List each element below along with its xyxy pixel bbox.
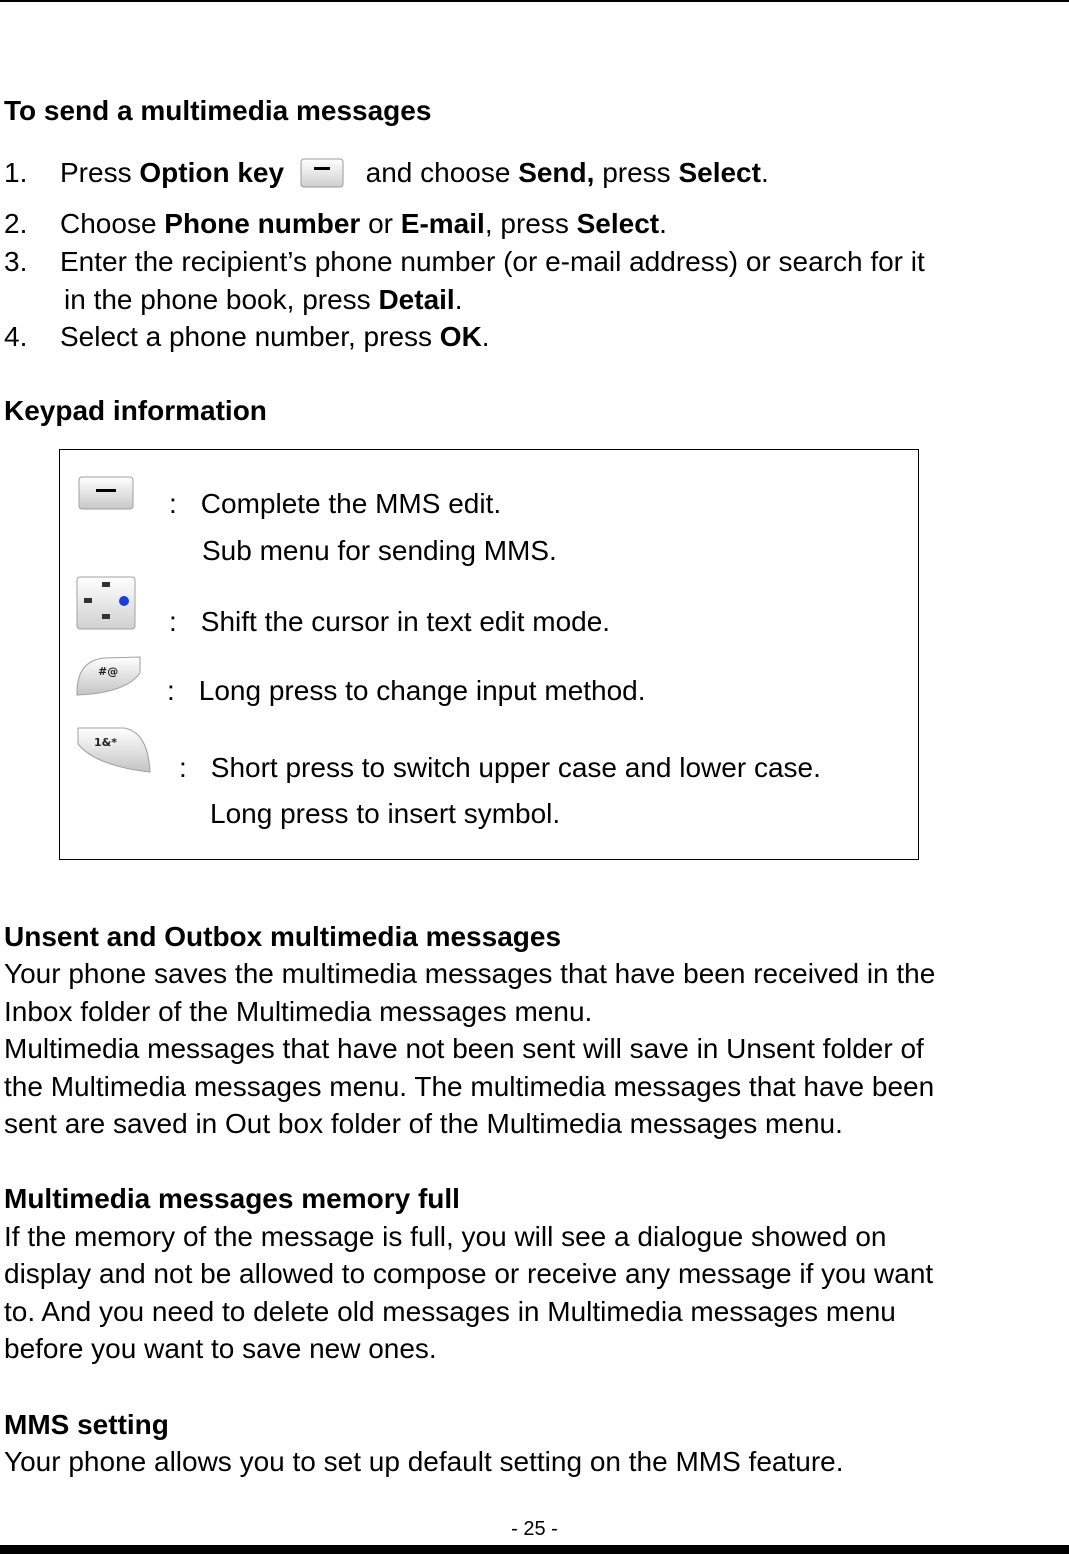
memory-full-line-3: to. And you need to delete old messages in Multimedia messages menu — [4, 1296, 896, 1327]
keypad-row-2: : Shift the cursor in text edit mode. — [169, 606, 611, 637]
memory-full-line-4: before you want to save new ones. — [4, 1333, 437, 1364]
section-title-mms-setting: MMS setting — [4, 1409, 169, 1440]
section-title-send: To send a multimedia messages — [4, 95, 432, 126]
unsent-line-4: the Multimedia messages menu. The multimedia messages that have been — [4, 1071, 935, 1102]
section-title-keypad: Keypad information — [4, 395, 267, 426]
step-3: 3. Enter the recipient’s phone number (or e-mail address) or search for it — [4, 246, 925, 277]
step-2: 2. Choose Phone number or E-mail, press Select. — [4, 208, 667, 239]
memory-full-line-1: If the memory of the message is full, you will see a dialogue showed on — [4, 1221, 887, 1252]
memory-full-line-2: display and not be allowed to compose or receive any message if you want — [4, 1258, 934, 1289]
unsent-line-5: sent are saved in Out box folder of the Multimedia messages menu. — [4, 1108, 843, 1139]
step-4: 4. Select a phone number, press OK. — [4, 321, 490, 352]
keypad-row-1-line-2: Sub menu for sending MMS. — [202, 535, 557, 566]
svg-text:#@: #@ — [98, 665, 119, 678]
page-number: - 25 - — [511, 1518, 558, 1540]
keypad-info-box — [59, 449, 919, 860]
star-key-icon — [76, 726, 152, 779]
unsent-line-1: Your phone saves the multimedia messages that have been received in the — [4, 958, 936, 989]
keypad-row-4-line-2: Long press to insert symbol. — [210, 798, 561, 829]
navigation-key-icon — [76, 576, 136, 635]
step-1: 1. Press Option key and choose Send, press Select. — [4, 157, 769, 195]
mms-setting-line-1: Your phone allows you to set up default setting on the MMS feature. — [4, 1446, 844, 1477]
section-title-unsent: Unsent and Outbox multimedia messages — [4, 921, 562, 952]
keypad-row-4: : Short press to switch upper case and lower case. — [179, 752, 821, 783]
bottom-rule — [0, 1545, 1069, 1554]
unsent-line-3: Multimedia messages that have not been sent will save in Unsent folder of — [4, 1033, 924, 1064]
option-key-icon — [78, 476, 134, 515]
step-3-continued: in the phone book, press Detail. — [64, 284, 463, 315]
svg-text:1&*: 1&* — [94, 736, 117, 749]
hash-key-icon — [74, 655, 144, 702]
keypad-row-3: : Long press to change input method. — [167, 675, 646, 706]
section-title-memory-full: Multimedia messages memory full — [4, 1183, 460, 1214]
unsent-line-2: Inbox folder of the Multimedia messages menu. — [4, 996, 593, 1027]
keypad-row-1: : Complete the MMS edit. — [169, 488, 502, 519]
option-key-icon — [300, 158, 344, 195]
top-rule — [0, 0, 1069, 2]
